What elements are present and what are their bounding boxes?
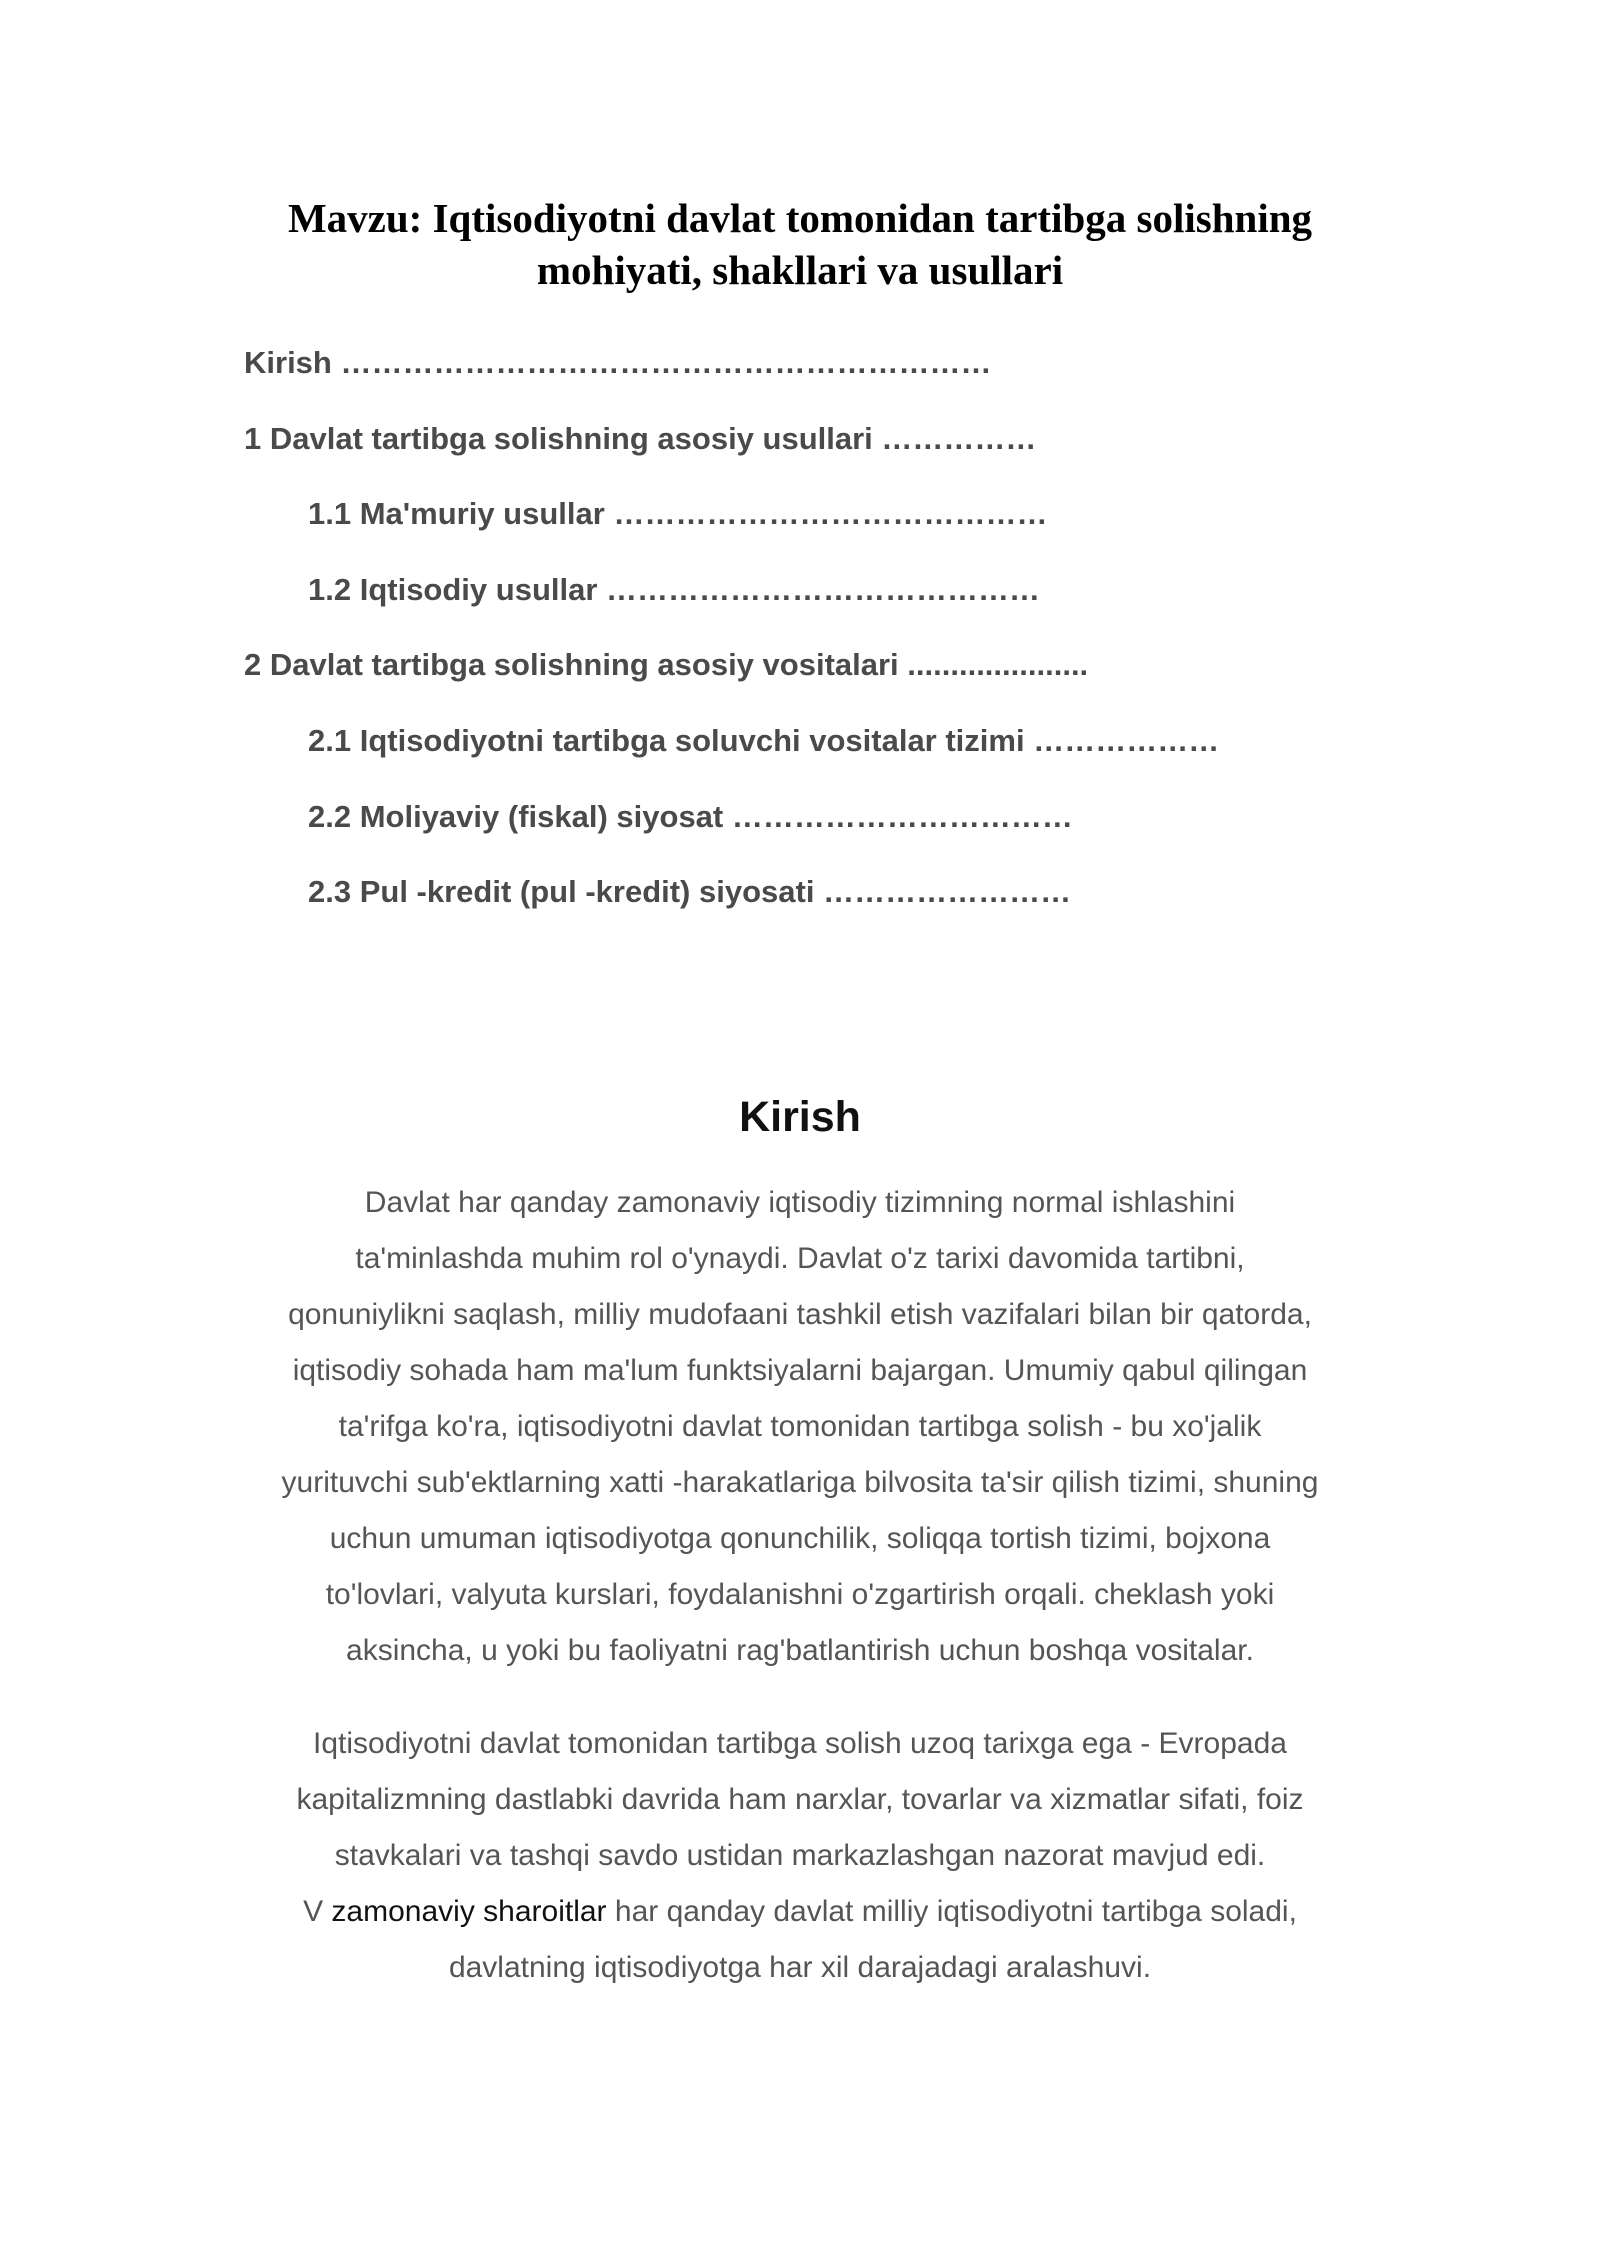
toc-item-section-1-1 — [244, 488, 1394, 564]
paragraph-line: ta'minlashda muhim rol o'ynaydi. Davlat o'z tarixi davomida tartibni, — [355, 1242, 1245, 1275]
toc-item-dots: …………………………………… — [606, 571, 1041, 607]
toc-item-text: 1.2 Iqtisodiy usullar — [308, 571, 598, 607]
paragraph-line: stavkalari va tashqi savdo ustidan markazlashgan nazorat mavjud edi. — [334, 1839, 1266, 1872]
toc-item-dots: ……………………………………………………… — [340, 345, 992, 380]
toc-item-text: 2.1 Iqtisodiyotni tartibga soluvchi vositalar tizimi — [308, 722, 1025, 758]
document-title-line-2: mohiyati, shakllari va usullari — [536, 247, 1064, 293]
toc-item-section-1 — [244, 413, 1394, 489]
toc-item-section-1-2 — [244, 564, 1394, 640]
toc-item-dots: ……………… — [1033, 722, 1220, 758]
paragraph-line: to'lovlari, valyuta kurslari, foydalanishni o'zgartirish orqali. cheklash yoki — [325, 1578, 1275, 1611]
toc-item-dots: …………………………………… — [613, 496, 1048, 532]
toc-item-dots: …………… — [881, 420, 1037, 456]
toc-item-text: 2 Davlat tartibga solishning asosiy vositalari — [244, 647, 899, 683]
document-title — [240, 192, 1360, 296]
paragraph-line-with-link — [236, 1884, 1364, 1940]
paragraph-line-prefix: V — [303, 1895, 332, 1928]
toc-item-section-2-2 — [244, 791, 1394, 867]
paragraph-line: davlatning iqtisodiyotga har xil darajadagi aralashuvi. — [448, 1951, 1152, 1984]
paragraph-line: iqtisodiy sohada ham ma'lum funktsiyalarni bajargan. Umumiy qabul qilingan — [292, 1354, 1308, 1387]
toc-item-text: 1.1 Ma'muriy usullar — [308, 496, 605, 532]
toc-item-dots: …………………………… — [731, 798, 1073, 834]
toc-item-section-2-1 — [244, 715, 1394, 791]
toc-item-dots: ..................... — [907, 647, 1089, 683]
table-of-contents — [244, 337, 1394, 942]
paragraph-line: yurituvchi sub'ektlarning xatti -harakatlariga bilvosita ta'sir qilish tizimi, shuning — [281, 1466, 1319, 1499]
toc-item-text: 2.2 Moliyaviy (fiskal) siyosat — [308, 798, 724, 834]
document-title-line-1: Mavzu: Iqtisodiyotni davlat tomonidan tartibga solishning — [287, 195, 1313, 241]
paragraph-line: ta'rifga ko'ra, iqtisodiyotni davlat tomonidan tartibga solish - bu xo'jalik — [338, 1410, 1262, 1443]
toc-item-kirish — [244, 337, 1394, 413]
zamonaviy-sharoitlar-link[interactable]: zamonaviy sharoitlar — [331, 1895, 607, 1928]
intro-paragraph-1 — [236, 1175, 1364, 1679]
paragraph-line: Davlat har qanday zamonaviy iqtisodiy tizimning normal ishlashini — [364, 1186, 1236, 1219]
toc-item-section-2 — [244, 639, 1394, 715]
paragraph-line: aksincha, u yoki bu faoliyatni rag'batlantirish uchun boshqa vositalar. — [346, 1634, 1254, 1667]
paragraph-line: Iqtisodiyotni davlat tomonidan tartibga solish uzoq tarixga ega - Evropada — [313, 1727, 1287, 1760]
toc-item-section-2-3 — [244, 866, 1394, 942]
paragraph-line: kapitalizmning dastlabki davrida ham narxlar, tovarlar va xizmatlar sifati, foiz — [296, 1783, 1304, 1816]
paragraph-line: uchun umuman iqtisodiyotga qonunchilik, soliqqa tortish tizimi, bojxona — [329, 1522, 1271, 1555]
toc-item-dots: …………………… — [823, 874, 1072, 910]
intro-paragraph-2 — [236, 1716, 1364, 1996]
section-heading-kirish: Kirish — [739, 1093, 861, 1141]
paragraph-line: qonuniylikni saqlash, milliy mudofaani tashkil etish vazifalari bilan bir qatorda, — [288, 1298, 1312, 1331]
toc-item-text: 2.3 Pul -kredit (pul -kredit) siyosati — [308, 874, 815, 910]
paragraph-line-suffix: har qanday davlat milliy iqtisodiyotni tartibga soladi, — [606, 1895, 1297, 1928]
toc-item-text: Kirish — [244, 345, 332, 380]
toc-item-text: 1 Davlat tartibga solishning asosiy usullari — [244, 420, 873, 456]
